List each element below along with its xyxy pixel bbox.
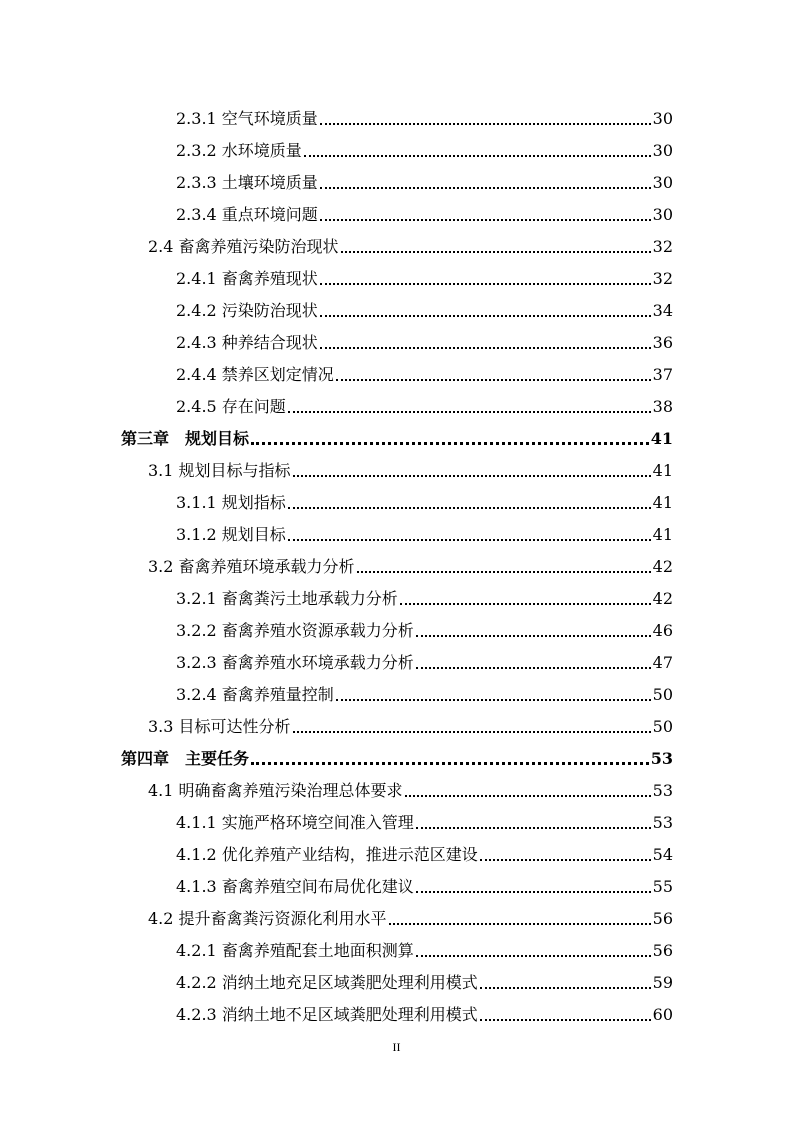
toc-entry-title: 4.2 提升畜禽粪污资源化利用水平 <box>148 909 387 928</box>
toc-entry-page: 32 <box>652 269 673 288</box>
toc-entry[interactable] <box>148 899 673 929</box>
dot-leader <box>251 762 649 765</box>
toc-entry[interactable] <box>148 451 673 481</box>
toc-entry-title: 2.4.1 畜禽养殖现状 <box>176 269 318 288</box>
toc-entry-page: 30 <box>652 109 673 128</box>
dot-leader <box>416 891 651 893</box>
toc-entry[interactable] <box>176 803 673 833</box>
toc-entry-page: 41 <box>650 429 673 448</box>
toc-entry-page: 30 <box>652 173 673 192</box>
toc-entry[interactable] <box>176 163 673 193</box>
toc-entry[interactable] <box>176 483 673 513</box>
toc-entry-title: 4.2.2 消纳土地充足区域粪肥处理利用模式 <box>176 973 478 992</box>
page-number: II <box>392 1040 401 1054</box>
dot-leader <box>480 987 651 989</box>
toc-entry[interactable] <box>176 515 673 545</box>
toc-entry[interactable] <box>176 611 673 641</box>
toc-entry[interactable] <box>176 963 673 993</box>
dot-leader <box>320 187 651 189</box>
toc-entry-title: 2.4.2 污染防治现状 <box>176 301 318 320</box>
toc-entry-title: 2.3.3 土壤环境质量 <box>176 173 318 192</box>
toc-entry-title: 4.1.2 优化养殖产业结构，推进示范区建设 <box>176 845 478 864</box>
toc-entry-title: 2.4.5 存在问题 <box>176 397 286 416</box>
toc-entry-page: 53 <box>652 813 673 832</box>
toc-entry-page: 53 <box>650 749 673 768</box>
toc-entry[interactable] <box>148 547 673 577</box>
toc-entry-page: 30 <box>652 205 673 224</box>
dot-leader <box>293 475 651 477</box>
toc-entry-title: 3.2.4 畜禽养殖量控制 <box>176 685 334 704</box>
dot-leader <box>400 603 651 605</box>
toc-entry[interactable] <box>148 707 673 737</box>
toc-entry-title: 第四章 主要任务 <box>121 749 250 768</box>
toc-entry-title: 3.2.1 畜禽粪污土地承载力分析 <box>176 589 398 608</box>
toc-entry[interactable] <box>176 931 673 961</box>
toc-entry[interactable] <box>176 195 673 225</box>
toc-entry[interactable] <box>176 579 673 609</box>
toc-entry-title: 2.4.4 禁养区划定情况 <box>176 365 334 384</box>
toc-entry-title: 2.4.3 种养结合现状 <box>176 333 318 352</box>
toc-entry-title: 3.1.2 规划目标 <box>176 525 286 544</box>
toc-entry-page: 37 <box>652 365 673 384</box>
toc-entry[interactable] <box>148 227 673 257</box>
toc-entry[interactable] <box>148 771 673 801</box>
toc-entry-title: 4.1.3 畜禽养殖空间布局优化建议 <box>176 877 414 896</box>
toc-entry[interactable] <box>176 99 673 129</box>
toc-entry[interactable] <box>176 835 673 865</box>
toc-entry-title: 3.2.2 畜禽养殖水资源承载力分析 <box>176 621 414 640</box>
toc-entry-page: 50 <box>652 717 673 736</box>
toc-entry-page: 41 <box>652 461 673 480</box>
dot-leader <box>320 219 651 221</box>
dot-leader <box>480 1019 651 1021</box>
toc-entry[interactable] <box>176 867 673 897</box>
toc-entry-page: 60 <box>652 1005 673 1024</box>
toc-entry-page: 55 <box>652 877 673 896</box>
toc-entry-title: 3.2.3 畜禽养殖水环境承载力分析 <box>176 653 414 672</box>
toc-entry[interactable] <box>121 739 673 769</box>
toc-entry-page: 34 <box>652 301 673 320</box>
toc-entry-page: 32 <box>652 237 673 256</box>
toc-entry-page: 54 <box>652 845 673 864</box>
toc-entry-page: 41 <box>652 493 673 512</box>
dot-leader <box>416 635 651 637</box>
toc-entry-page: 56 <box>652 909 673 928</box>
toc-entry-title: 3.1.1 规划指标 <box>176 493 286 512</box>
toc-entry-page: 42 <box>652 589 673 608</box>
toc-entry-page: 42 <box>652 557 673 576</box>
dot-leader <box>320 283 651 285</box>
dot-leader <box>320 123 651 125</box>
toc-entry[interactable] <box>176 995 673 1025</box>
toc-entry-page: 56 <box>652 941 673 960</box>
dot-leader <box>341 251 651 253</box>
toc-entry-title: 第三章 规划目标 <box>121 429 250 448</box>
toc-entry-page: 46 <box>652 621 673 640</box>
dot-leader <box>288 507 651 509</box>
toc-entry[interactable] <box>121 419 673 449</box>
toc-entry[interactable] <box>176 291 673 321</box>
toc-entry[interactable] <box>176 259 673 289</box>
toc-entry[interactable] <box>176 131 673 161</box>
toc-entry[interactable] <box>176 675 673 705</box>
toc-entry-page: 53 <box>652 781 673 800</box>
toc-entry-page: 47 <box>652 653 673 672</box>
toc-entry-title: 2.4 畜禽养殖污染防治现状 <box>148 237 339 256</box>
toc-entry-title: 3.2 畜禽养殖环境承载力分析 <box>148 557 355 576</box>
dot-leader <box>251 442 649 445</box>
toc-entry-page: 41 <box>652 525 673 544</box>
dot-leader <box>480 859 651 861</box>
toc-entry-title: 3.1 规划目标与指标 <box>148 461 291 480</box>
toc-entry[interactable] <box>176 355 673 385</box>
dot-leader <box>405 795 651 797</box>
dot-leader <box>293 731 651 733</box>
toc-entry-title: 3.3 目标可达性分析 <box>148 717 291 736</box>
toc-entry-title: 4.1 明确畜禽养殖污染治理总体要求 <box>148 781 403 800</box>
toc-entry-page: 50 <box>652 685 673 704</box>
dot-leader <box>320 347 651 349</box>
dot-leader <box>288 411 651 413</box>
dot-leader <box>304 155 651 157</box>
toc-entry-title: 4.2.1 畜禽养殖配套土地面积测算 <box>176 941 414 960</box>
dot-leader <box>320 315 651 317</box>
toc-entry[interactable] <box>176 387 673 417</box>
toc-entry-title: 4.2.3 消纳土地不足区域粪肥处理利用模式 <box>176 1005 478 1024</box>
toc-entry-page: 36 <box>652 333 673 352</box>
toc-entry-title: 2.3.1 空气环境质量 <box>176 109 318 128</box>
toc-entry-title: 2.3.2 水环境质量 <box>176 141 302 160</box>
toc-entry-title: 4.1.1 实施严格环境空间准入管理 <box>176 813 414 832</box>
toc-entry-title: 2.3.4 重点环境问题 <box>176 205 318 224</box>
toc-entry[interactable] <box>176 643 673 673</box>
dot-leader <box>357 571 651 573</box>
dot-leader <box>336 379 651 381</box>
toc-entry-page: 59 <box>652 973 673 992</box>
toc-entry-page: 38 <box>652 397 673 416</box>
dot-leader <box>336 699 651 701</box>
dot-leader <box>416 955 651 957</box>
toc-entry-page: 30 <box>652 141 673 160</box>
dot-leader <box>416 827 651 829</box>
toc-entry[interactable] <box>176 323 673 353</box>
dot-leader <box>416 667 651 669</box>
dot-leader <box>389 923 651 925</box>
dot-leader <box>288 539 651 541</box>
